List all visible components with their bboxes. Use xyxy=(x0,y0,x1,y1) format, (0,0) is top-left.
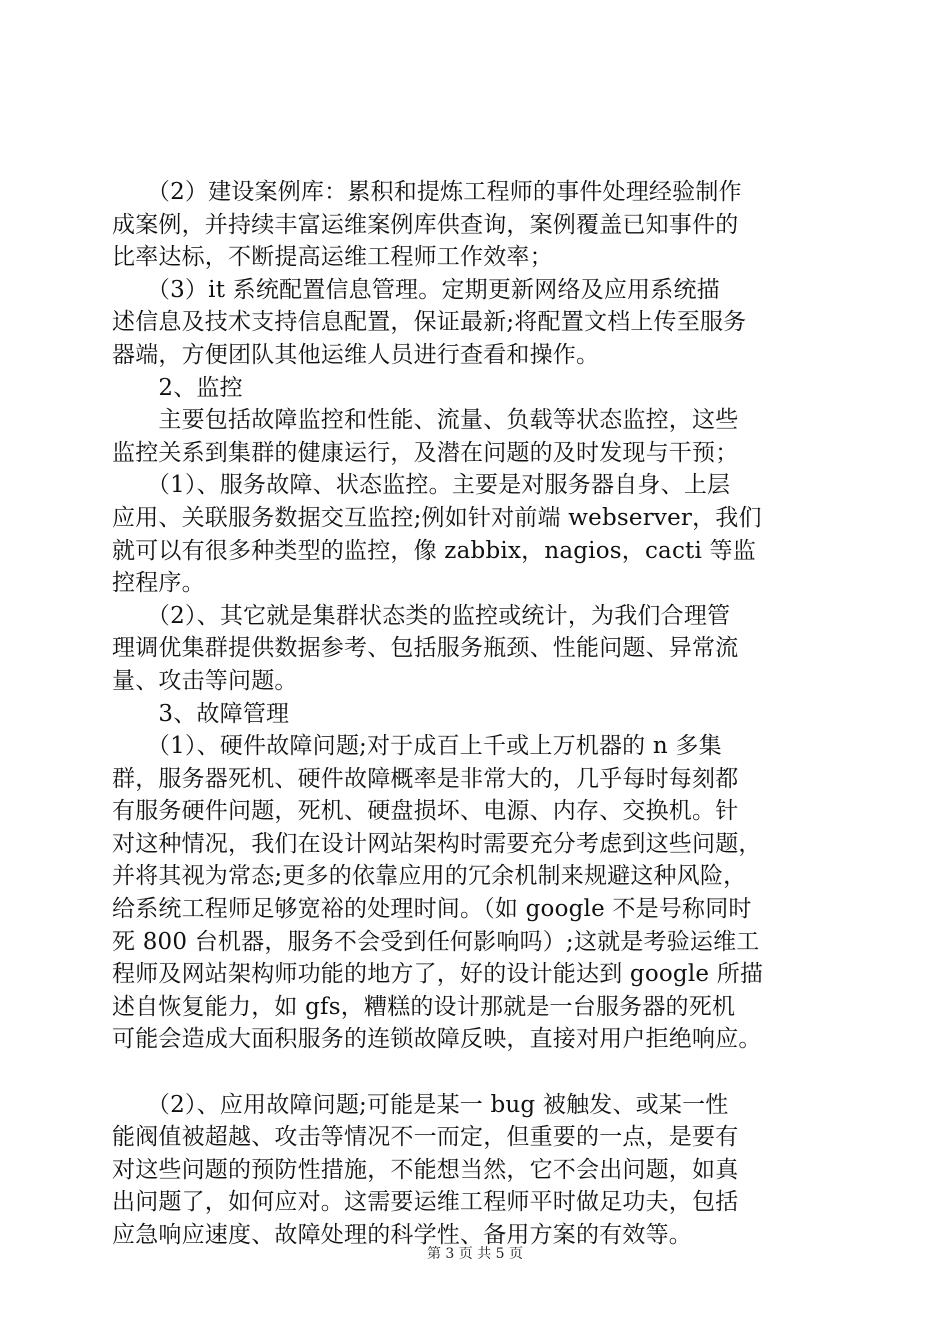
text-line: 量、攻击等问题。 xyxy=(112,667,298,694)
text-line: 理调优集群提供数据参考、包括服务瓶颈、性能问题、异常流 xyxy=(112,635,739,662)
text-line: 对这种情况，我们在设计网站架构时需要充分考虑到这些问题， xyxy=(112,830,762,857)
section-heading: 2、监控 xyxy=(112,374,243,401)
text-line: 述信息及技术支持信息配置，保证最新;将配置文档上传至服务 xyxy=(112,309,747,336)
text-line: （2）建设案例库：累积和提炼工程师的事件处理经验制作 xyxy=(112,179,742,205)
text-line: 程师及网站架构师功能的地方了，好的设计能达到 google 所描 xyxy=(112,961,764,988)
section-heading: 3、故障管理 xyxy=(112,700,290,727)
text-line: 能阀值被超越、攻击等情况不一而定，但重要的一点，是要有 xyxy=(112,1124,739,1151)
text-line: （2）、其它就是集群状态类的监控或统计，为我们合理管 xyxy=(112,602,731,629)
text-line: 应急响应速度、故障处理的科学性、备用方案的有效等。 xyxy=(112,1222,692,1248)
text-line: 给系统工程师足够宽裕的处理时间。（如 google 不是号称同时 xyxy=(112,896,752,923)
text-line: 就可以有很多种类型的监控，像 zabbix，nagios，cacti 等监 xyxy=(112,537,756,564)
text-line: 器端，方便团队其他运维人员进行查看和操作。 xyxy=(112,341,600,368)
text-line: 出问题了，如何应对。这需要运维工程师平时做足功夫，包括 xyxy=(112,1189,739,1216)
text-line: 应用、关联服务数据交互监控;例如针对前端 webserver，我们 xyxy=(112,504,762,531)
text-line: 比率达标，不断提高运维工程师工作效率； xyxy=(112,244,553,271)
text-line: （2）、应用故障问题;可能是某一 bug 被触发、或某一性 xyxy=(112,1091,729,1118)
paragraph-spacer xyxy=(112,1056,838,1089)
text-line: 并将其视为常态;更多的依靠应用的冗余机制来规避这种风险， xyxy=(112,863,747,890)
text-line: 成案例，并持续丰富运维案例库供查询，案例覆盖已知事件的 xyxy=(112,211,739,238)
text-line: 可能会造成大面积服务的连锁故障反映，直接对用户拒绝响应。 xyxy=(112,1026,762,1053)
page-number-footer: 第 3 页 共 5 页 xyxy=(426,1246,524,1262)
text-line: （1）、硬件故障问题;对于成百上千或上万机器的 n 多集 xyxy=(112,733,722,760)
text-line: 对这些问题的预防性措施，不能想当然，它不会出问题，如真 xyxy=(112,1156,739,1183)
text-line: 有服务硬件问题，死机、硬盘损坏、电源、内存、交换机。针 xyxy=(112,798,739,825)
body-text xyxy=(112,176,838,1252)
text-line: 述自恢复能力，如 gfs，糟糕的设计那就是一台服务器的死机 xyxy=(112,993,736,1020)
text-line: （3）it 系统配置信息管理。定期更新网络及应用系统描 xyxy=(112,276,720,303)
text-line: 监控关系到集群的健康运行，及潜在问题的及时发现与干预； xyxy=(112,439,739,466)
text-line: 死 800 台机器，服务不会受到任何影响吗）;这就是考验运维工 xyxy=(112,928,760,955)
text-line: 控程序。 xyxy=(112,570,205,597)
text-line: 群，服务器死机、硬件故障概率是非常大的，几乎每时每刻都 xyxy=(112,765,739,792)
text-line: （1）、服务故障、状态监控。主要是对服务器自身、上层 xyxy=(112,472,731,499)
text-line: 主要包括故障监控和性能、流量、负载等状态监控，这些 xyxy=(112,407,739,434)
